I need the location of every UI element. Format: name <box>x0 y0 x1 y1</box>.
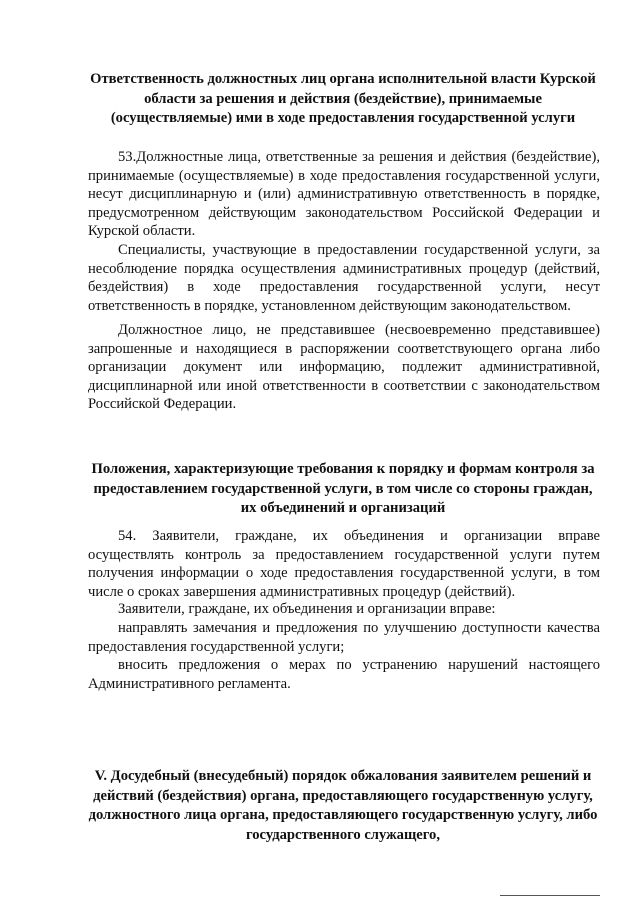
section-heading-pretrial-appeal: V. Досудебный (внесудебный) порядок обжалования заявителем решений и действий (бездействия) органа, предоставляющего государственную услугу, должностного лица органа, предоставляющего государственную услугу, либо государственного служащего, <box>88 768 598 843</box>
paragraph-applicants-right: Заявители, граждане, их объединения и организации вправе: <box>118 601 496 617</box>
section-heading-control: Положения, характеризующие требования к порядку и формам контроля за предоставлением государственной услуги, в том числе со стороны граждан, их объединений и организаций <box>91 461 595 516</box>
paragraph-send-remarks: направлять замечания и предложения по улучшению доступности качества предоставления государственной услуги; <box>88 620 600 655</box>
paragraph-53: 53.Должностные лица, ответственные за решения и действия (бездействие), принимаемые (осуществляемые) в ходе предоставления государственной услуги, несут дисциплинарную и (или) административную ответственность в порядке, предусмотренном действующим законодательством Российской Федерации и Курской области. <box>88 149 600 240</box>
paragraph-54: 54. Заявители, граждане, их объединения и организации вправе осуществлять контроль за предоставлением государственной услуги путем получения информации о ходе предоставления государственной услуги, в том числе о сроках завершения административных процедур (действий). <box>88 528 600 600</box>
paragraph-official: Должностное лицо, не представившее (несвоевременно представившее) запрошенные и находящиеся в распоряжении соответствующего органа либо организации документ или информацию, подлежит административной, дисциплинарной или иной ответственности в соответствии с законодательством Российской Федерации. <box>88 322 600 413</box>
section-heading-responsibility: Ответственность должностных лиц органа исполнительной власти Курской области за решения и действия (бездействие), принимаемые (осуществляемые) ими в ходе предоставления государственной услуги <box>90 71 596 126</box>
footer-rule <box>500 895 600 896</box>
paragraph-specialists: Специалисты, участвующие в предоставлении государственной услуги, за несоблюдение порядка осуществления административных процедур (действий, бездействия) в ходе предоставления государственной услуги, несут ответственность в порядке, установленном действующим законодательством. <box>88 242 600 314</box>
paragraph-submit-proposals: вносить предложения о мерах по устранению нарушений настоящего Административного регламента. <box>88 657 600 692</box>
